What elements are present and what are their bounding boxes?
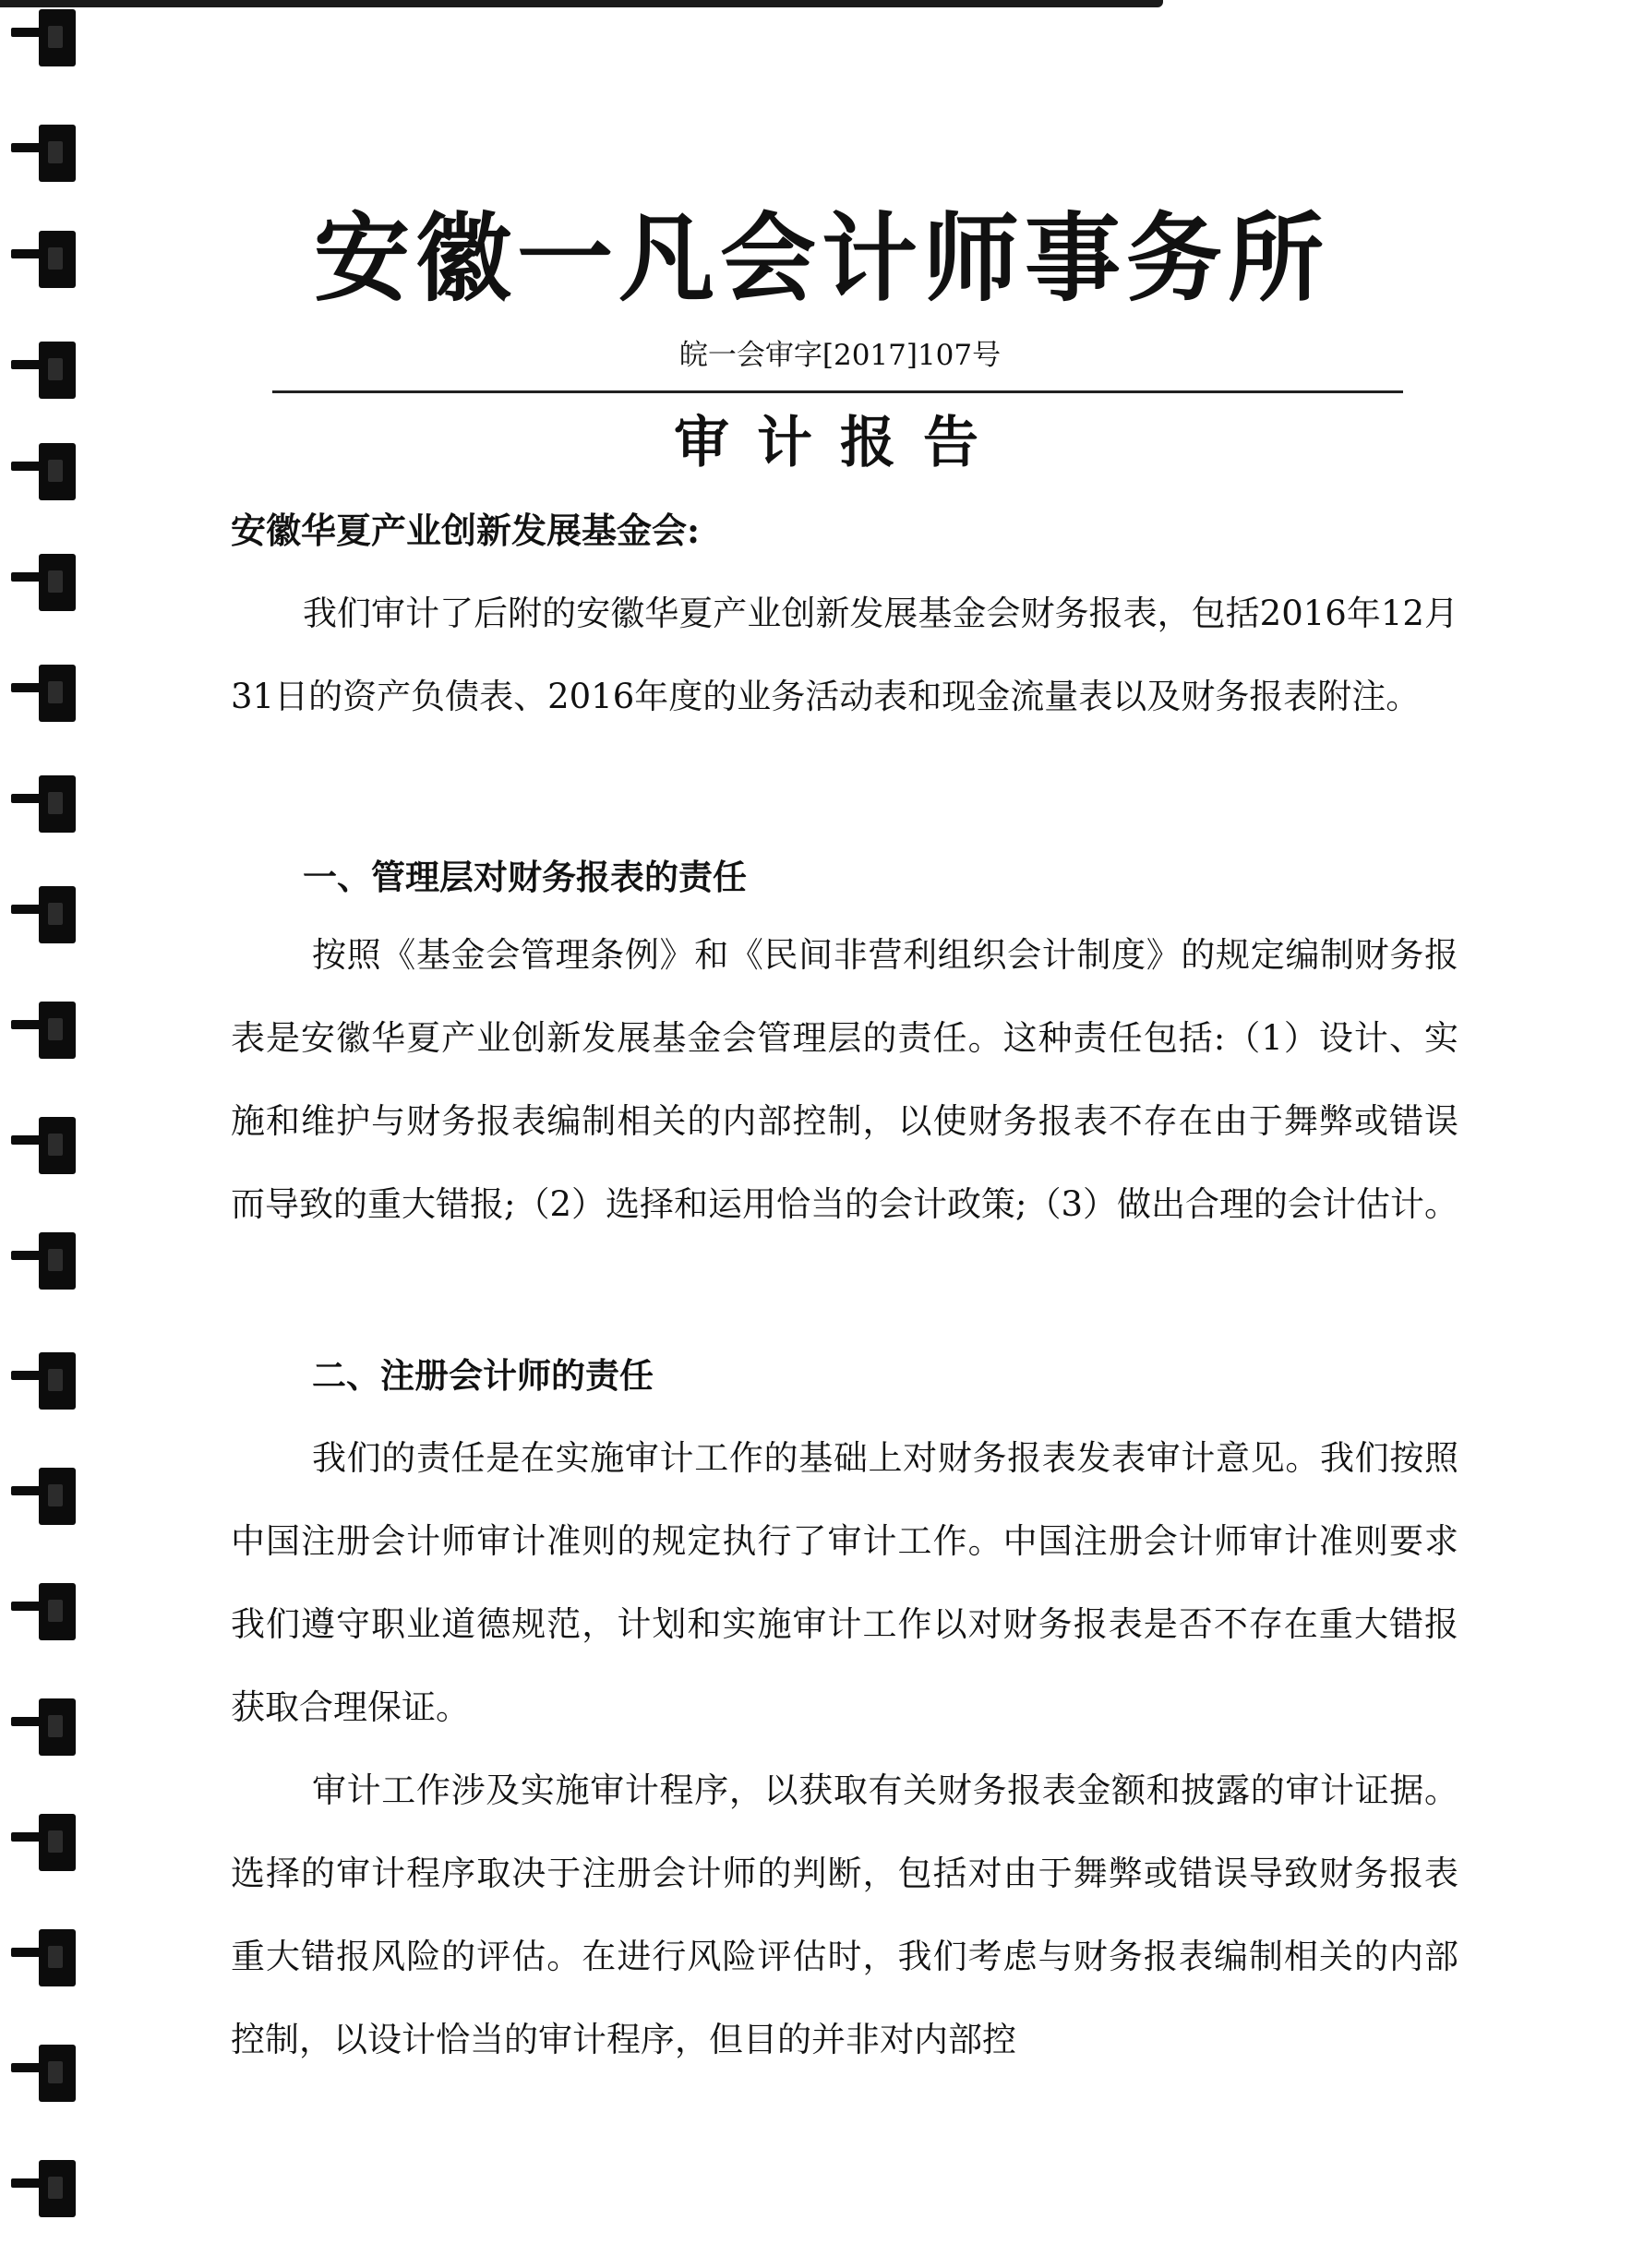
paragraph-auditor-responsibility: 我们的责任是在实施审计工作的基础上对财务报表发表审计意见。我们按照中国注册会计师审计准则的规定执行了审计工作。中国注册会计师审计准则要求我们遵守职业道德规范，计划和实施审计工作以对财务报表是否不存在重大错报获取合理保证。 [231,1438,1458,1727]
binding-hole [39,554,76,611]
document-number: 皖一会审字[2017]107号 [678,339,1002,372]
binding-hole [39,1352,76,1410]
binding-hole [39,886,76,943]
header-divider [272,390,1403,393]
binding-hole [39,1698,76,1756]
binding-hole [39,1117,76,1174]
binding-hole [39,1929,76,1986]
paragraph-audit-procedures: 审计工作涉及实施审计程序，以获取有关财务报表金额和披露的审计证据。选择的审计程序取决于注册会计师的判断，包括对由于舞弊或错误导致财务报表重大错报风险的评估。在进行风险评估时，我们考虑与财务报表编制相关的内部控制，以设计恰当的审计程序，但目的并非对内部控 [231,1770,1458,2059]
firm-name: 安徽一凡会计师事务所 [313,201,1329,315]
binding-hole [39,9,76,66]
binding-hole [39,1468,76,1525]
binding-hole [39,1002,76,1059]
recipient: 安徽华夏产业创新发展基金会: [231,510,701,551]
report-title: 审计报告 [674,411,1006,475]
binding-hole [39,443,76,500]
binding-hole [39,231,76,288]
binding-hole [39,1814,76,1871]
section-heading-management: 一、管理层对财务报表的责任 [303,857,747,897]
binding-hole [39,2045,76,2102]
binding-hole [39,1232,76,1290]
binding-hole [39,342,76,399]
scan-top-edge [0,0,1163,7]
binding-hole [39,2160,76,2217]
paragraph-scope: 我们审计了后附的安徽华夏产业创新发展基金会财务报表，包括2016年12月31日的资产负债表、2016年度的业务活动表和现金流量表以及财务报表附注。 [231,594,1458,716]
paragraph-management-responsibility: 按照《基金会管理条例》和《民间非营利组织会计制度》的规定编制财务报表是安徽华夏产业创新发展基金会管理层的责任。这种责任包括:（1）设计、实施和维护与财务报表编制相关的内部控制，以使财务报表不存在由于舞弊或错误而导致的重大错报;（2）选择和运用恰当的会计政策;（3）做出合理的会计估计。 [231,935,1459,1224]
binding-hole [39,775,76,833]
binding-hole [39,1583,76,1640]
binding-holes [0,0,92,2268]
binding-hole [39,125,76,182]
binding-hole [39,665,76,722]
section-heading-auditor: 二、注册会计师的责任 [312,1355,654,1396]
